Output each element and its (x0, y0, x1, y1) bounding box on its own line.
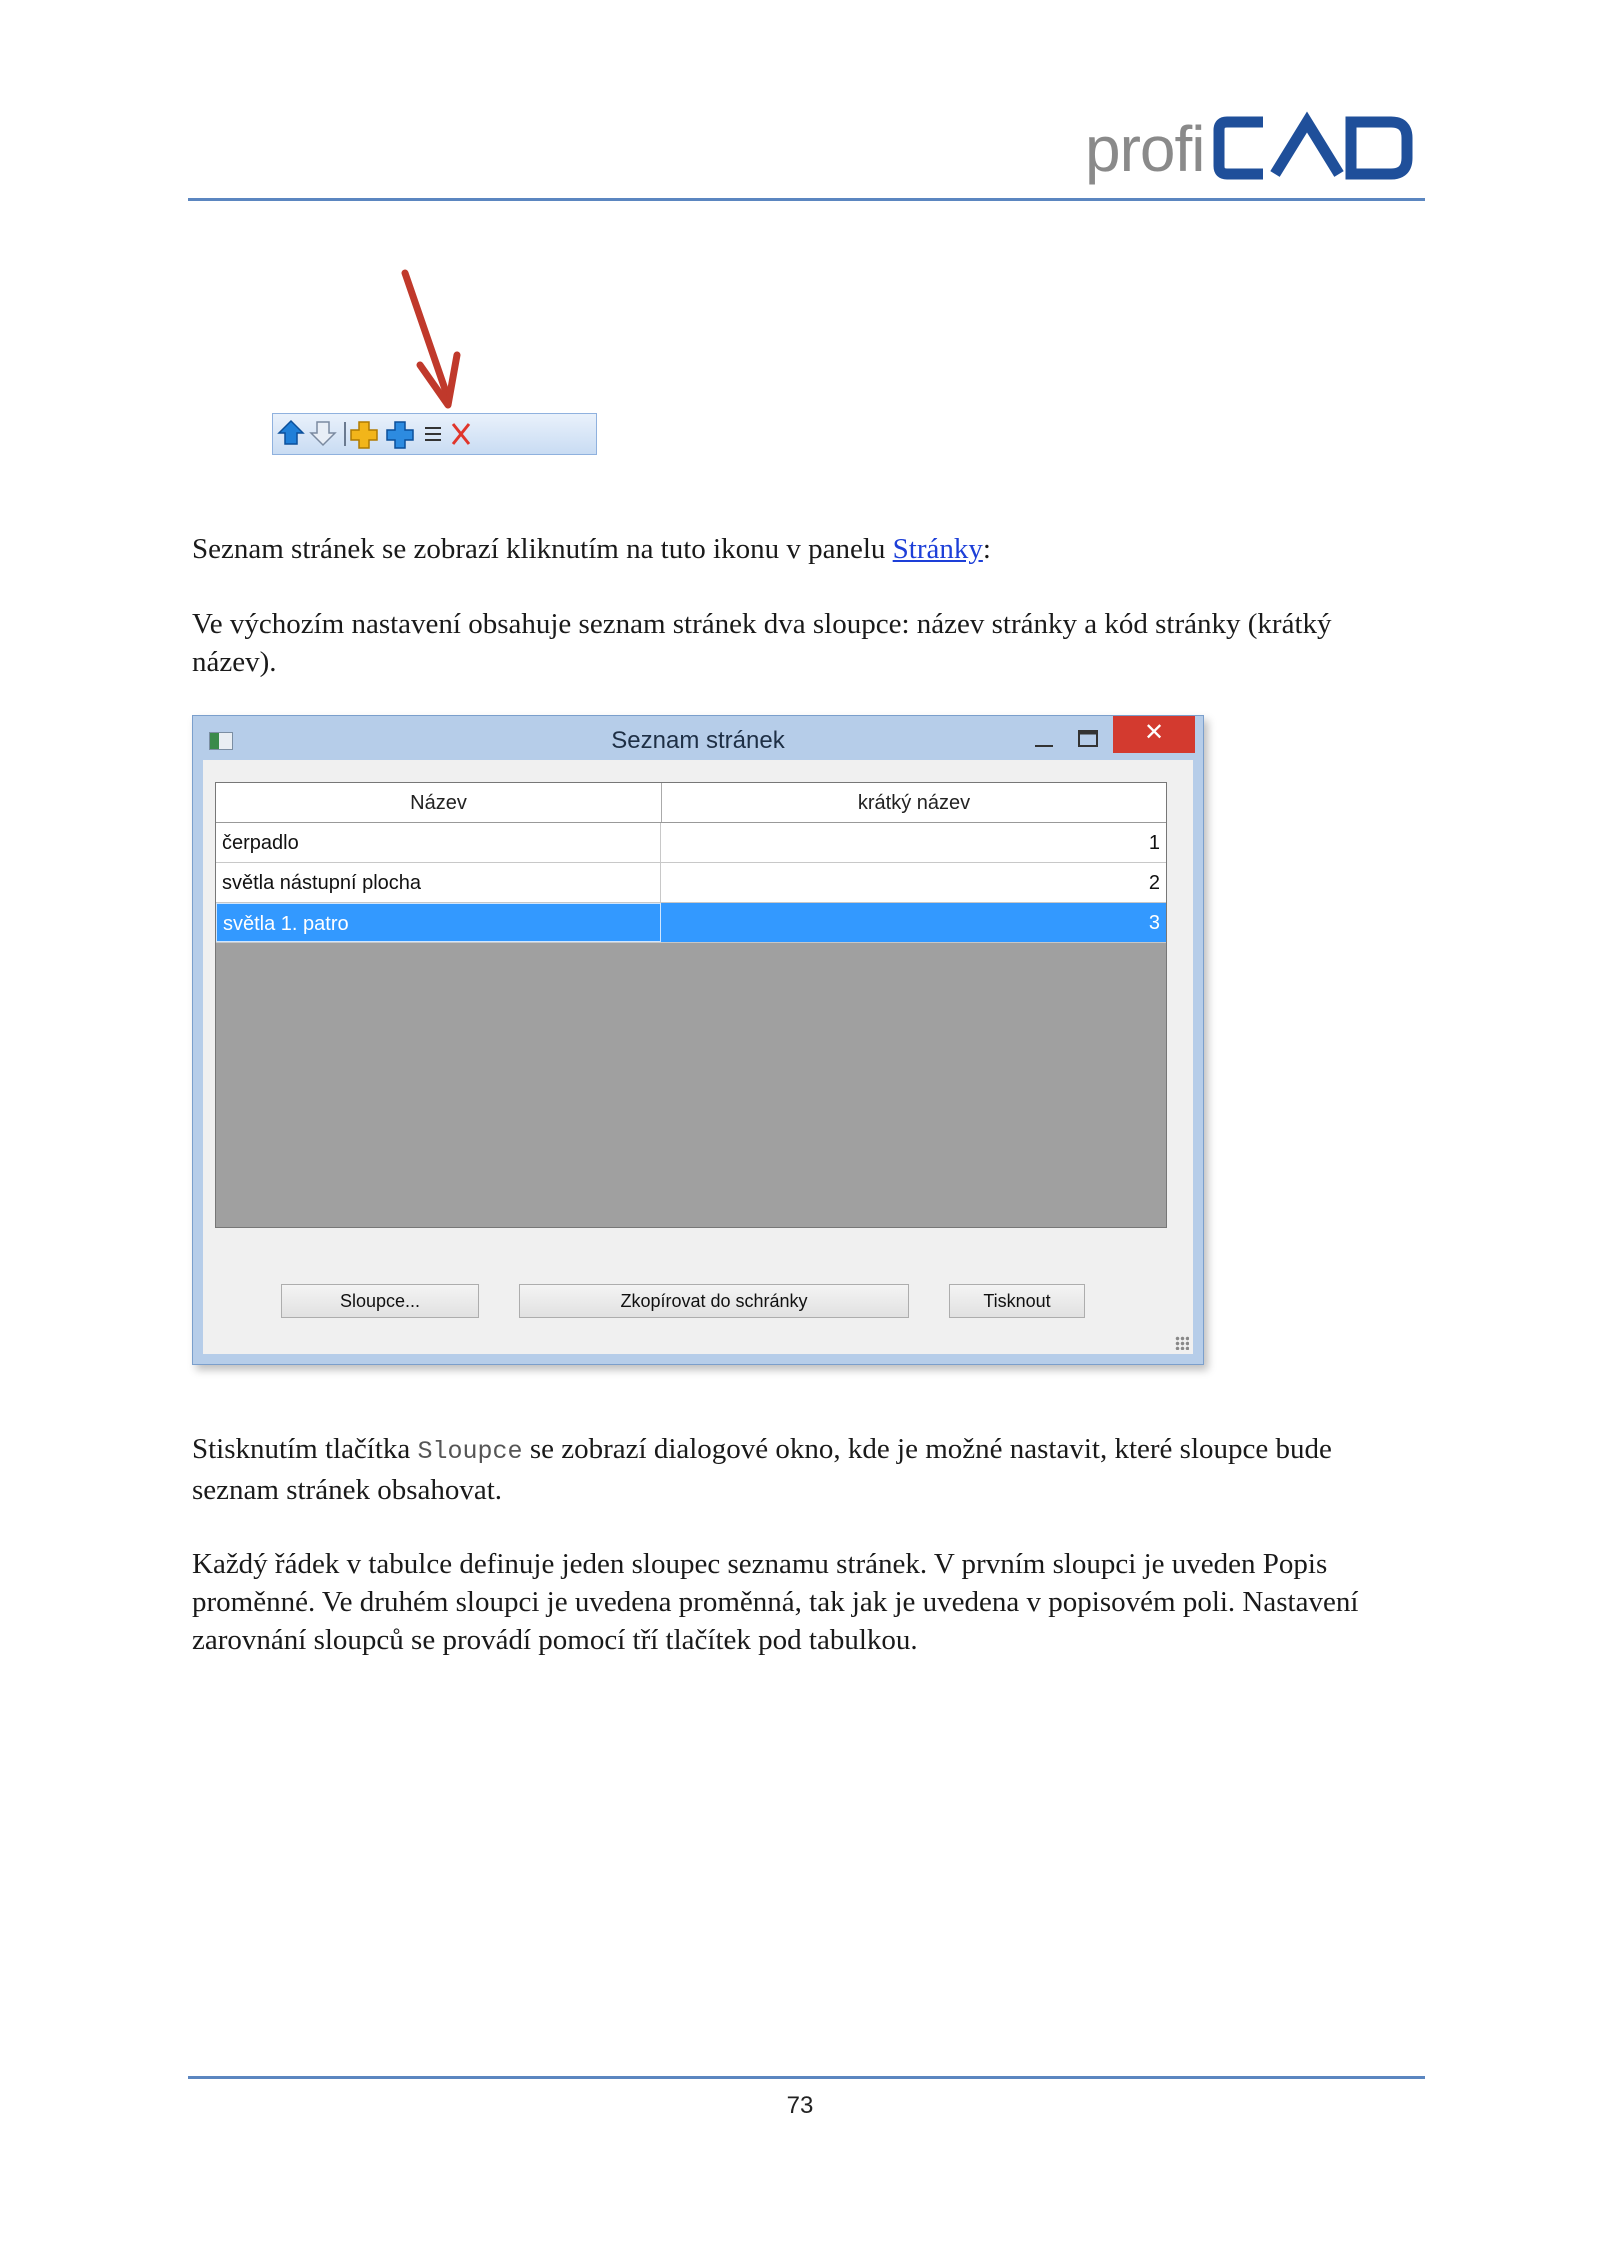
cell-name: světla 1. patro (216, 903, 661, 942)
pages-table[interactable] (215, 782, 1167, 1228)
minimize-icon[interactable] (1029, 726, 1059, 752)
arrow-up-icon[interactable] (279, 421, 303, 444)
list-icon[interactable] (425, 428, 441, 440)
page-number: 73 (786, 2092, 814, 2119)
paragraph-1 (192, 530, 1422, 568)
close-button[interactable]: ✕ (1113, 716, 1195, 753)
inline-code-sloupce: Sloupce (417, 1437, 523, 1466)
table-row-selected[interactable] (216, 903, 1166, 943)
proficad-logo (1085, 108, 1415, 188)
pages-toolbar (272, 413, 597, 455)
paragraph-3-end: se zobrazí dialogové okno, kde je možné nastavit, které sloupce bude seznam stránek obsahovat. (192, 1433, 1332, 1506)
column-header-kratky-nazev[interactable]: krátký název (857, 792, 971, 814)
cell-short: 2 (1148, 872, 1160, 894)
link-stranky[interactable]: Stránky (892, 533, 983, 565)
table-row[interactable] (216, 863, 1166, 903)
paragraph-4: Každý řádek v tabulce definuje jeden sloupec seznamu stránek. V prvním sloupci je uveden Popis proměnné. Ve druhém sloupci je uvedena proměnná, tak jak je uvedena v popisovém poli. Nastavení zarovnání sloupců se provádí pomocí tří tlačítek pod tabulkou. (192, 1548, 1359, 1656)
maximize-icon[interactable] (1073, 726, 1103, 752)
seznam-stranek-dialog (192, 715, 1204, 1365)
cell-name: světla nástupní plocha (216, 863, 661, 902)
columns-button[interactable]: Sloupce... (281, 1284, 479, 1318)
copy-to-clipboard-button[interactable]: Zkopírovat do schránky (519, 1284, 909, 1318)
table-header (216, 783, 1166, 823)
cell-name: čerpadlo (216, 823, 661, 862)
table-row[interactable] (216, 823, 1166, 863)
column-header-nazev[interactable]: Název (216, 783, 662, 822)
cell-short: 3 (1148, 912, 1160, 934)
header-rule (188, 198, 1425, 201)
paragraph-1-end: : (982, 533, 991, 565)
paragraph-3-start: Stisknutím tlačítka (192, 1433, 418, 1465)
pointer-arrow-icon (395, 265, 465, 415)
cell-short: 1 (1148, 832, 1160, 854)
paragraph-3 (192, 1430, 1422, 1509)
logo-profi-text: profi (1085, 113, 1205, 185)
footer-rule (188, 2076, 1425, 2079)
dialog-client-area (203, 760, 1193, 1354)
print-button[interactable]: Tisknout (949, 1284, 1085, 1318)
paragraph-1-text: Seznam stránek se zobrazí kliknutím na tuto ikonu v panelu (192, 533, 893, 565)
dialog-title: Seznam stránek (611, 727, 785, 754)
plus-yellow-icon[interactable] (351, 422, 377, 448)
delete-icon[interactable] (453, 424, 469, 444)
paragraph-2: Ve výchozím nastavení obsahuje seznam stránek dva sloupce: název stránky a kód stránky (krátký název). (192, 608, 1332, 678)
resize-grip-icon[interactable] (1175, 1336, 1189, 1350)
logo-cad-mark (1211, 108, 1416, 188)
arrow-down-icon[interactable] (311, 422, 335, 445)
plus-blue-icon[interactable] (387, 422, 413, 448)
